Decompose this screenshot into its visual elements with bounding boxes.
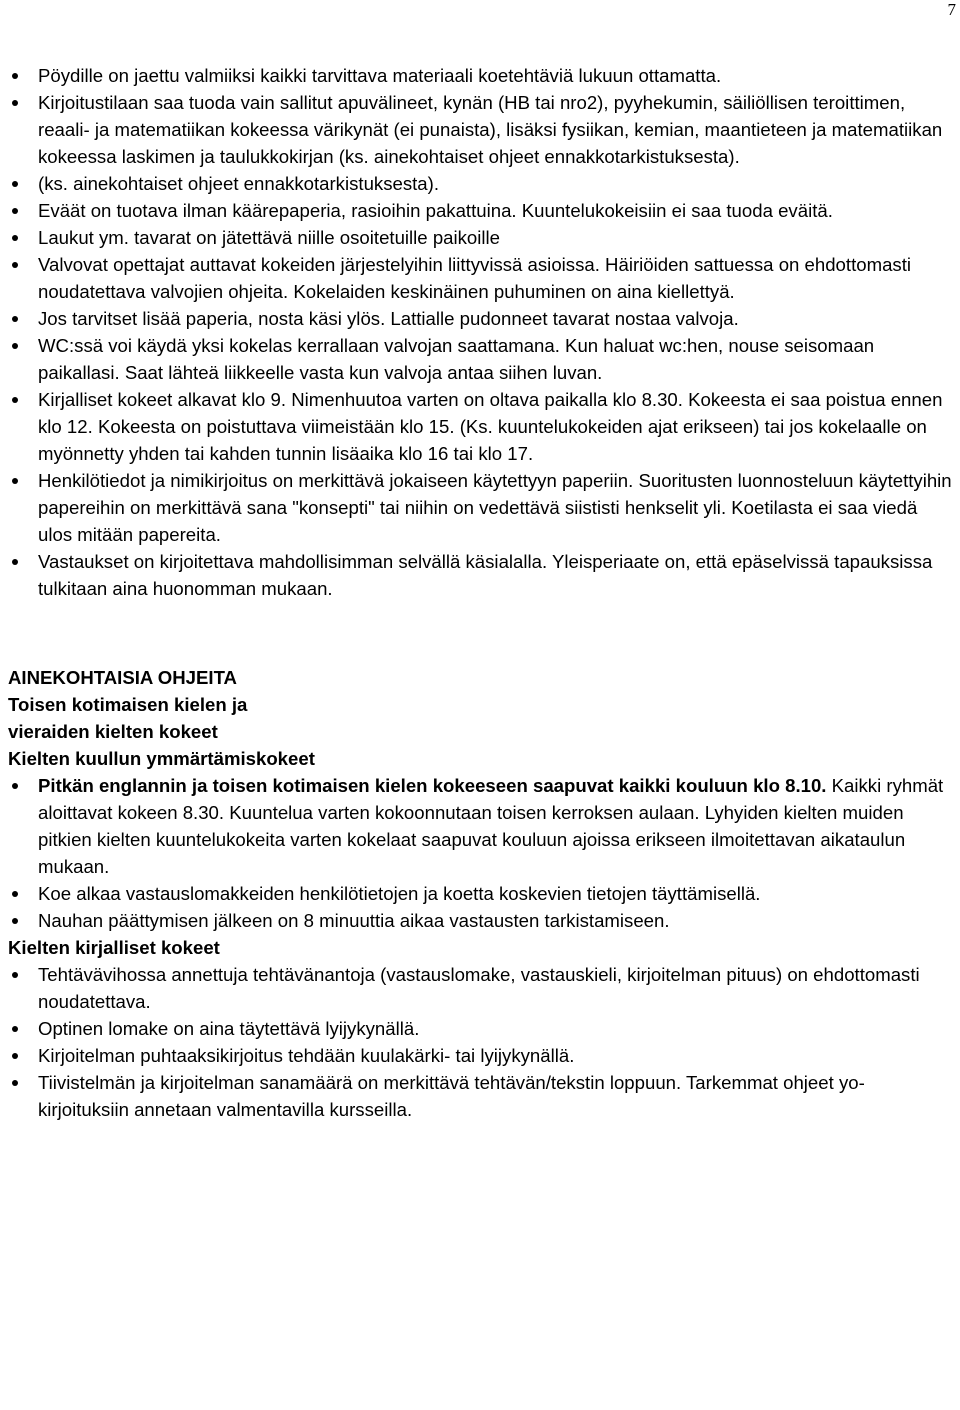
- written-list: [8, 961, 952, 1123]
- list-item: WC:ssä voi käydä yksi kokelas kerrallaan valvojan saattamana. Kun haluat wc:hen, nouse seisomaan paikallasi. Saat lähteä liikkeelle vasta kun valvoja antaa siihen luvan.: [8, 332, 952, 386]
- list-item: Pöydille on jaettu valmiiksi kaikki tarvittava materiaali koetehtäviä lukuun ottamatta.: [8, 62, 952, 89]
- page-number: 7: [947, 0, 956, 19]
- list-item: Tiivistelmän ja kirjoitelman sanamäärä on merkittävä tehtävän/tekstin loppuun. Tarkemmat ohjeet yo-kirjoituksiin annetaan valmentavilla kursseilla.: [8, 1069, 952, 1123]
- list-item: Tehtävävihossa annettuja tehtävänantoja (vastauslomake, vastauskieli, kirjoitelman pituus) on ehdottomasti noudatettava.: [8, 961, 952, 1015]
- listening-first-rest: Kaikki ryhmät aloittavat kokeen 8.30. Kuuntelua varten kokoonnutaan toisen kerroksen aulaan. Lyhyiden kielten muiden pitkien kielten kuuntelukokeita varten kokelaat saapuvat kouluun ajoissa erikseen ilmoitettavan aikataulun mukaan.: [38, 775, 944, 877]
- written-title: Kielten kirjalliset kokeet: [8, 937, 220, 958]
- listening-title: Kielten kuullun ymmärtämiskokeet: [8, 748, 315, 769]
- exam-rules-list: [8, 386, 952, 602]
- list-item: Jos tarvitset lisää paperia, nosta käsi ylös. Lattialle pudonneet tavarat nostaa valvoja.: [8, 305, 952, 332]
- listening-first-bold: Pitkän englannin ja toisen kotimaisen kielen kokeeseen saapuvat kaikki kouluun klo 8.10.: [38, 775, 827, 796]
- listening-list: [8, 772, 952, 934]
- general-rules-list: [8, 62, 952, 386]
- list-item: Koe alkaa vastauslomakkeiden henkilötietojen ja koetta koskevien tietojen täyttämisellä.: [8, 880, 952, 907]
- languages-title-line1: Toisen kotimaisen kielen ja: [8, 694, 248, 715]
- list-item: Optinen lomake on aina täytettävä lyijykynällä.: [8, 1015, 952, 1042]
- languages-title: [8, 691, 952, 745]
- list-item: Kirjoitelman puhtaaksikirjoitus tehdään kuulakärki- tai lyijykynällä.: [8, 1042, 952, 1069]
- section-title: AINEKOHTAISIA OHJEITA: [8, 667, 237, 688]
- list-item: Vastaukset on kirjoitettava mahdollisimman selvällä käsialalla. Yleisperiaate on, että epäselvissä tapauksissa tulkitaan aina huonomman mukaan.: [8, 548, 952, 602]
- list-item: (ks. ainekohtaiset ohjeet ennakkotarkistuksesta).: [8, 170, 952, 197]
- list-item: Laukut ym. tavarat on jätettävä niille osoitetuille paikoille: [8, 224, 952, 251]
- document-page: [8, 62, 952, 1123]
- list-item: Kirjalliset kokeet alkavat klo 9. Nimenhuutoa varten on oltava paikalla klo 8.30. Kokeesta ei saa poistua ennen klo 12. Kokeesta on poistuttava viimeistään klo 15. (Ks. kuuntelukokeiden ajat erikseen) tai jos kokelaalle on myönnetty yhden tai kahden tunnin lisäaika klo 16 tai klo 17.: [8, 386, 952, 467]
- languages-title-line2: vieraiden kielten kokeet: [8, 721, 218, 742]
- list-item: Eväät on tuotava ilman käärepaperia, rasioihin pakattuina. Kuuntelukokeisiin ei saa tuoda eväitä.: [8, 197, 952, 224]
- list-item: Nauhan päättymisen jälkeen on 8 minuuttia aikaa vastausten tarkistamiseen.: [8, 907, 952, 934]
- list-item: Valvovat opettajat auttavat kokeiden järjestelyihin liittyvissä asioissa. Häiriöiden sattuessa on ehdottomasti noudatettava valvojien ohjeita. Kokelaiden keskinäinen puhuminen on aina kiellettyä.: [8, 251, 952, 305]
- list-item: Henkilötiedot ja nimikirjoitus on merkittävä jokaiseen käytettyyn paperiin. Suoritusten luonnosteluun käytettyihin papereihin on merkittävä sana "konsepti" tai niihin on vedettävä siististi henkselit yli. Koetilasta ei saa viedä ulos mitään papereita.: [8, 467, 952, 548]
- list-item: Kirjoitustilaan saa tuoda vain sallitut apuvälineet, kynän (HB tai nro2), pyyhekumin, säiliöllisen teroittimen, reaali- ja matematiikan kokeessa värikynät (ei punaista), lisäksi fysiikan, kemian, maantieteen ja matematiikan kokeessa laskimen ja taulukkokirjan (ks. ainekohtaiset ohjeet ennakkotarkistuksesta).: [8, 89, 952, 170]
- list-item: [8, 772, 952, 880]
